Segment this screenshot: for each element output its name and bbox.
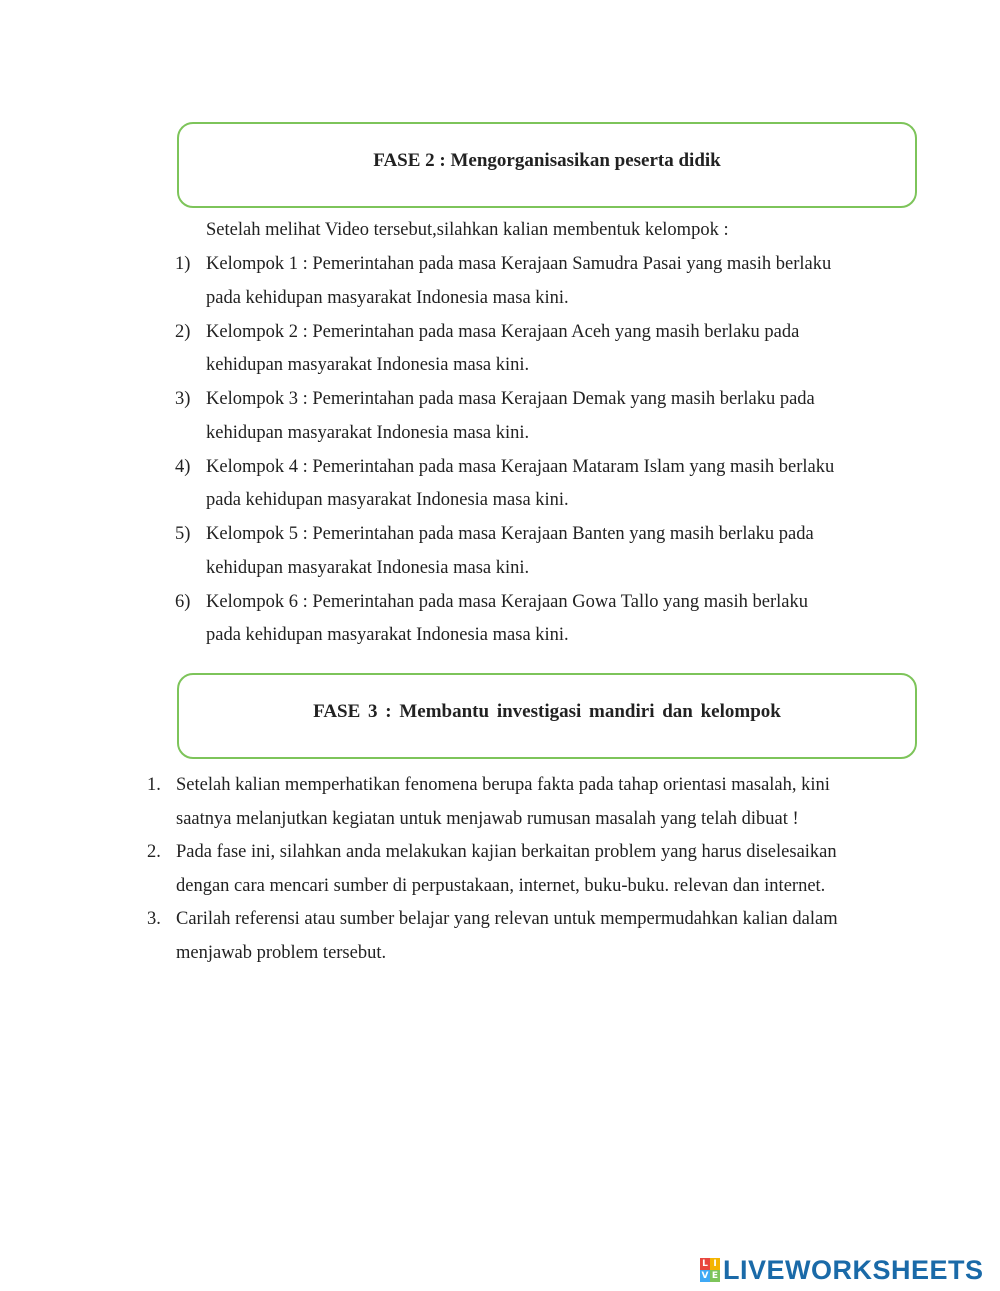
- group-number: 6): [175, 591, 191, 612]
- logo-text: LIVEWORKSHEETS: [723, 1254, 984, 1285]
- group-number: 5): [175, 524, 191, 544]
- group-number: 1): [175, 254, 191, 274]
- group-text-line1: Kelompok 1 : Pemerintahan pada masa Kerajaan Samudra Pasai yang masih berlaku: [206, 254, 832, 274]
- group-text-line2: kehidupan masyarakat Indonesia masa kini.: [206, 557, 530, 578]
- intro-text: Setelah melihat Video tersebut,silahkan kalian membentuk kelompok :: [206, 220, 729, 240]
- step-text-line2: dengan cara mencari sumber di perpustakaan, internet, buku-buku. relevan dan internet.: [176, 875, 826, 896]
- group-text-line2: pada kehidupan masyarakat Indonesia masa kini.: [206, 287, 569, 308]
- logo-mark-letter: I: [710, 1258, 720, 1270]
- step-text-line2: menjawab problem tersebut.: [176, 942, 387, 963]
- fase2-header-box: [177, 122, 917, 208]
- group-text-line2: pada kehidupan masyarakat Indonesia masa kini.: [206, 625, 569, 645]
- group-text-line2: kehidupan masyarakat Indonesia masa kini.: [206, 422, 530, 443]
- step-text-line1: Pada fase ini, silahkan anda melakukan kajian berkaitan problem yang harus diselesaikan: [176, 842, 837, 862]
- liveworksheets-logo: [700, 1255, 984, 1285]
- step-text-line1: Setelah kalian memperhatikan fenomena berupa fakta pada tahap orientasi masalah, kini: [176, 775, 830, 795]
- group-number: 2): [175, 321, 191, 342]
- logo-mark-letter: L: [700, 1258, 710, 1270]
- logo-mark-letter: E: [711, 1271, 719, 1281]
- group-text-line1: Kelompok 2 : Pemerintahan pada masa Kerajaan Aceh yang masih berlaku pada: [206, 321, 800, 342]
- step-number: 3.: [147, 909, 161, 929]
- group-text-line1: Kelompok 5 : Pemerintahan pada masa Kerajaan Banten yang masih berlaku pada: [206, 524, 814, 544]
- step-text-line2: saatnya melanjutkan kegiatan untuk menjawab rumusan masalah yang telah dibuat !: [176, 808, 799, 829]
- group-text-line2: kehidupan masyarakat Indonesia masa kini.: [206, 355, 530, 375]
- group-text-line1: Kelompok 4 : Pemerintahan pada masa Kerajaan Mataram Islam yang masih berlaku: [206, 456, 835, 477]
- group-text-line1: Kelompok 6 : Pemerintahan pada masa Kerajaan Gowa Tallo yang masih berlaku: [206, 591, 808, 612]
- step-text-line1: Carilah referensi atau sumber belajar yang relevan untuk mempermudahkan kalian dalam: [176, 909, 838, 929]
- group-number: 3): [175, 389, 191, 409]
- fase3-header-box: [177, 673, 917, 759]
- logo-mark-icon: [700, 1258, 720, 1282]
- fase3-title: FASE 3 : Membantu investigasi mandiri dan kelompok: [313, 701, 781, 722]
- step-number: 1.: [147, 775, 161, 795]
- group-number: 4): [175, 456, 191, 477]
- group-text-line2: pada kehidupan masyarakat Indonesia masa kini.: [206, 490, 569, 510]
- group-text-line1: Kelompok 3 : Pemerintahan pada masa Kerajaan Demak yang masih berlaku pada: [206, 389, 815, 409]
- fase2-title: FASE 2 : Mengorganisasikan peserta didik: [373, 150, 721, 171]
- logo-mark-letter: V: [701, 1271, 709, 1281]
- step-number: 2.: [147, 842, 161, 862]
